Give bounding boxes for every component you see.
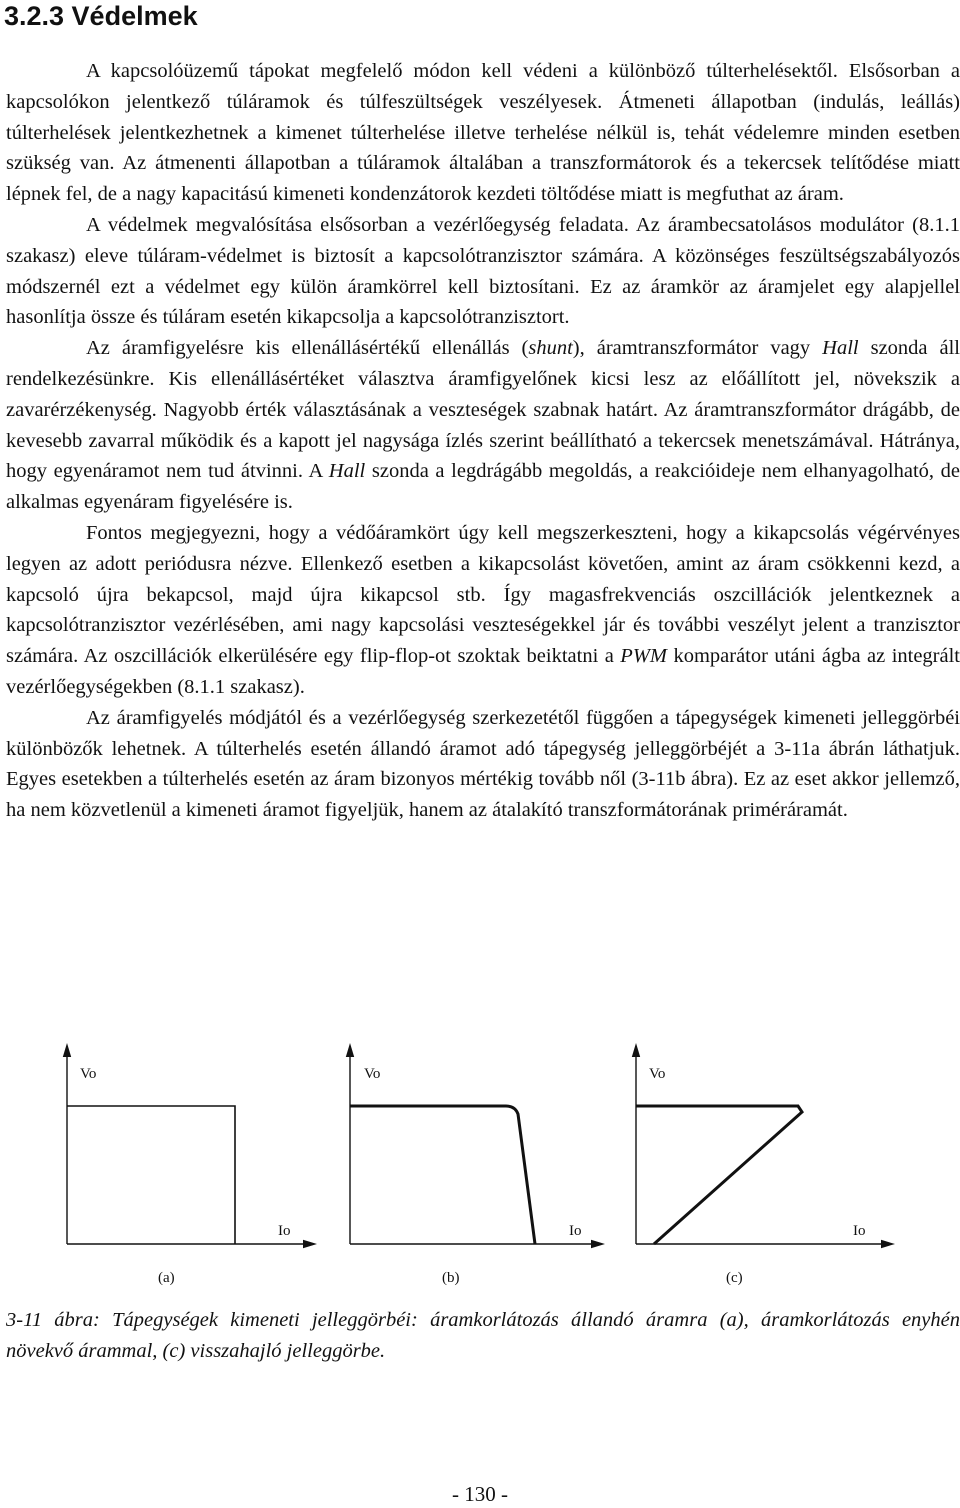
emphasis-pwm: PWM [620, 645, 667, 668]
panel-a-tag: (a) [158, 1270, 175, 1286]
figure-caption: 3-11 ábra: Tápegységek kimeneti jelleggörbéi: áramkorlátozás állandó áramra (a), áramkorlátozás enyhén növekvő árammal, (c) visszahajló jelleggörbe. [6, 1309, 960, 1362]
emphasis-hall: Hall [328, 460, 366, 483]
panel-a-x-label: Io [278, 1223, 291, 1239]
paragraph-4-text: komparátor utáni ágba az integrált vezérlőegységekben (8.1.1 szakasz). [6, 645, 960, 698]
panel-b-curve [350, 1106, 535, 1244]
panel-b [350, 1050, 598, 1286]
panel-c-y-label: Vo [649, 1066, 666, 1082]
paragraph-2: A védelmek megvalósítása elsősorban a vezérlőegység feladata. Az árambecsatolásos modulátor (8.1.1 szakasz) eleve túláram-védelmet is biztosít a kapcsolótranzisztor számára. A közönséges feszültségszabályozós módszernél ezt a védelmet egy külön áramkörrel kell biztosítani. Ez az áramkör az áramjelet egy alapjellel hasonlítja össze és túláram esetén kikapcsolja a kapcsolótranzisztort. [6, 213, 960, 329]
panel-c [636, 1050, 888, 1286]
emphasis-shunt: shunt [528, 337, 573, 360]
panel-b-y-label: Vo [364, 1066, 381, 1082]
panel-b-x-label: Io [569, 1223, 582, 1239]
panel-a [67, 1050, 310, 1286]
panel-a-curve [67, 1106, 235, 1244]
paragraph-3-text: szonda a legdrágább megoldás, a reakcióideje nem elhanyagolható, de alkalmas egyenáram figyelésére is. [6, 460, 960, 514]
body-text [6, 56, 960, 826]
section-heading: 3.2.3 Védelmek [4, 1, 198, 31]
paragraph-5: Az áramfigyelés módjától és a vezérlőegység szerkezetétől függően a tápegységek kimeneti jelleggörbéi különbözők lehetnek. A túlterhelés esetén állandó áramot adó tápegység jelleggörbéjét a 3-11a ábrán láthatjuk. Egyes esetekben a túlterhelés esetén az áram bizonyos mértékig tovább nől (3-11b ábra). Ez az eset akkor jellemző, ha nem közvetlenül a kimeneti áramot figyeljük, hanem az átalakító transzformátorának priméráramát. [6, 706, 960, 822]
panel-c-x-label: Io [853, 1223, 866, 1239]
paragraph-3-text: szonda áll rendelkezésünkre. Kis ellenállásértéket választva áramfigyelőnek kicsi lesz az előállított jel, növekszik a zavarérzékenység. Nagyobb érték választásának a veszteségek szabnak határt. Az áramtranszformátor drágább, de kevesebb zavarral működik és a kapott jel nagysága ízlés szerint beállítható a tekercsek menetszámával. Hátránya, hogy egyenáramot nem tud átvinni. A [6, 337, 960, 483]
figure-svg [0, 1040, 960, 1300]
panel-c-tag: (c) [726, 1270, 743, 1286]
paragraph-4-text: Fontos megjegyezni, hogy a védőáramkört úgy kell megszerkeszteni, hogy a kikapcsolás végérvényes legyen az adott periódusra nézve. Ellenkező esetben a kikapcsolást követően, amint az áram csökkenni kezd, a kapcsoló újra bekapcsol, majd újra kikapcsol stb. Így magasfrekvenciás oszcillációk jelentkeznek a kapcsolótranzisztor vezérlésében, ami nagy kapcsolási veszteségekkel jár és további veszélyt jelent a tranzisztor számára. Az oszcillációk elkerülésére egy flip-flop-ot szoktak beiktatni a [6, 521, 960, 668]
panel-c-curve [636, 1106, 802, 1244]
paragraph-3 [6, 333, 960, 518]
panel-b-tag: (b) [442, 1270, 460, 1286]
paragraph-3-text: Az áramfigyelésre kis ellenállásértékű ellenállás ( [86, 337, 529, 360]
figure-3-11 [0, 1040, 960, 1300]
paragraph-3-text: ), áramtranszformátor vagy [572, 337, 823, 360]
page-number: - 130 - [452, 1482, 508, 1506]
paragraph-4 [6, 518, 960, 703]
panel-a-y-label: Vo [80, 1066, 97, 1082]
paragraph-1: A kapcsolóüzemű tápokat megfelelő módon kell védeni a különböző túlterhelésektől. Elsősorban a kapcsolókon jelentkező túláramok és túlfeszültségek veszélyesek. Átmeneti állapotban (indulás, leállás) túlterhelések jelentkezhetnek a kimenet túlterhelése illetve terhelése nélkül is, tehát védelemre minden esetben szükség van. Az átmenenti állapotban a túláramok általában a transzformátorok és a tekercsek telítődése miatt lépnek fel, de a nagy kapacitású kimeneti kondenzátorok kezdeti töltődése miatt is megfuthat az áram. [6, 60, 960, 206]
emphasis-hall: Hall [822, 337, 859, 360]
